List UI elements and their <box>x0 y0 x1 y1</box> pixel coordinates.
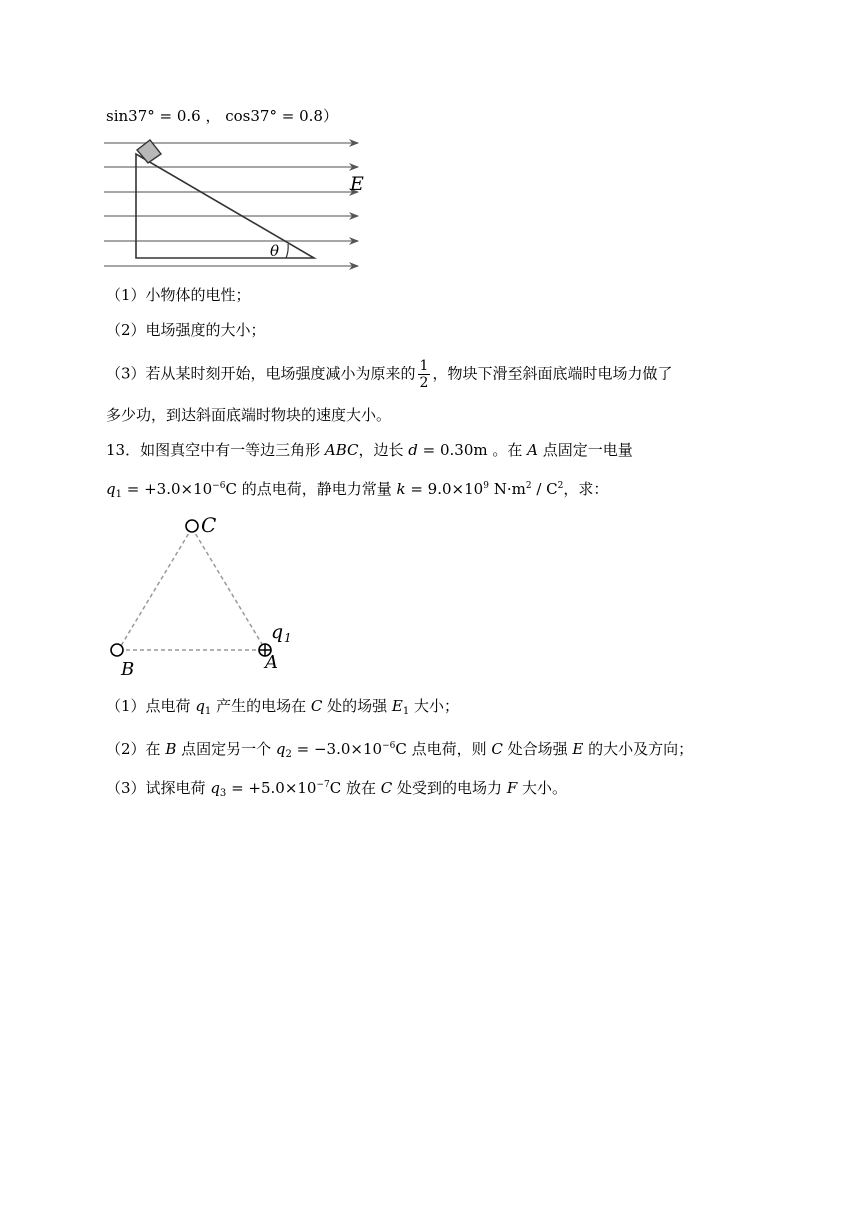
question-2: （2）电场强度的大小； <box>106 321 266 339</box>
question-3-text: ，物块下滑至斜面底端时电场力做了 <box>432 364 673 383</box>
point-C-circle <box>186 520 198 532</box>
text: ，边长 <box>358 441 409 459</box>
superscript: 2 <box>557 481 564 491</box>
text: 13．如图真空中有一等边三角形 <box>106 441 325 459</box>
text: C 的点电荷，静电力常量 <box>225 480 397 498</box>
text: 产生的电场在 <box>211 697 311 715</box>
var-q: q <box>195 697 205 715</box>
superscript: −6 <box>382 741 396 751</box>
subscript: 1 <box>402 706 410 717</box>
problem-13-sub-2 <box>106 736 693 765</box>
subscript: 2 <box>285 749 292 760</box>
problem-13-charge-line <box>106 476 608 505</box>
question-1: （1）小物体的电性； <box>106 286 251 304</box>
fraction-numerator: 1 <box>419 358 429 374</box>
var-C: C <box>491 740 503 758</box>
field-label: E <box>350 173 364 195</box>
label-C: C <box>201 513 217 537</box>
text: 的大小及方向； <box>583 740 694 758</box>
text: （3）试探电荷 <box>106 779 211 797</box>
var-q: q <box>106 480 116 498</box>
text: = −3.0×10 <box>291 740 383 758</box>
question-3-cont: 多少功，到达斜面底端时物块的速度大小。 <box>106 406 392 424</box>
fraction-denominator: 2 <box>419 375 429 391</box>
var-A: A <box>527 441 538 459</box>
angle-text: 37° <box>250 107 277 125</box>
text: = +3.0×10 <box>121 480 213 498</box>
fraction-one-half <box>418 358 431 391</box>
text: 点固定一电量 <box>537 441 633 459</box>
label-q-sub: 1 <box>284 631 292 645</box>
var-k: k <box>396 480 406 498</box>
question-3 <box>106 358 672 391</box>
var-F: F <box>506 779 518 797</box>
superscript: 2 <box>525 481 532 491</box>
text: N·m <box>488 480 526 498</box>
text: = +5.0×10 <box>226 779 317 797</box>
var-E: E <box>391 697 403 715</box>
text: 处受到的电场力 <box>392 779 507 797</box>
equals-text: = 0.6 ， <box>154 107 226 125</box>
problem-13-sub-1 <box>106 696 459 722</box>
var-C: C <box>380 779 393 797</box>
point-B-circle <box>111 644 123 656</box>
superscript: −6 <box>212 481 226 491</box>
incline-field-figure <box>100 132 370 277</box>
text: = 0.30m 。在 <box>417 441 528 459</box>
angle-text: 37° <box>128 107 155 125</box>
var-C: C <box>310 697 323 715</box>
label-q: q <box>271 621 284 643</box>
text: 点固定另一个 <box>176 740 276 758</box>
text: C 点电荷，则 <box>395 740 492 758</box>
text: 处的场强 <box>322 697 392 715</box>
text: 处合场强 <box>502 740 573 758</box>
text: 大小； <box>409 697 459 715</box>
text: （1）点电荷 <box>106 697 196 715</box>
problem-13-sub-3 <box>106 775 567 804</box>
sin-text: sin <box>106 107 129 125</box>
var-B: B <box>165 740 177 758</box>
text: ，求： <box>563 480 609 498</box>
var-q: q <box>210 779 220 797</box>
var-d: d <box>408 441 418 459</box>
trig-values-line <box>106 106 338 126</box>
var-q: q <box>275 740 286 758</box>
text: / C <box>531 480 558 498</box>
angle-label: θ <box>270 242 280 260</box>
incline-triangle <box>136 154 314 258</box>
question-3-text: （3）若从某时刻开始，电场强度减小为原来的 <box>106 364 416 383</box>
label-A: A <box>265 652 278 673</box>
text: 大小。 <box>517 779 568 797</box>
var-E: E <box>572 740 584 758</box>
label-B: B <box>121 659 135 680</box>
subscript: 3 <box>219 788 227 799</box>
equals-text: = 0.8） <box>276 107 338 125</box>
triangle-figure <box>104 510 304 680</box>
cos-text: cos <box>225 107 251 125</box>
subscript: 1 <box>204 706 212 717</box>
superscript: 9 <box>483 481 489 491</box>
angle-arc <box>286 244 288 258</box>
subscript: 1 <box>115 489 122 500</box>
var-ABC: ABC <box>324 441 359 459</box>
side-CA <box>192 528 265 649</box>
superscript: −7 <box>316 780 330 790</box>
problem-13-intro <box>106 440 633 460</box>
side-CB <box>119 528 192 649</box>
text: C 放在 <box>329 779 381 797</box>
text: = 9.0×10 <box>405 480 484 498</box>
text: （2）在 <box>106 740 166 758</box>
